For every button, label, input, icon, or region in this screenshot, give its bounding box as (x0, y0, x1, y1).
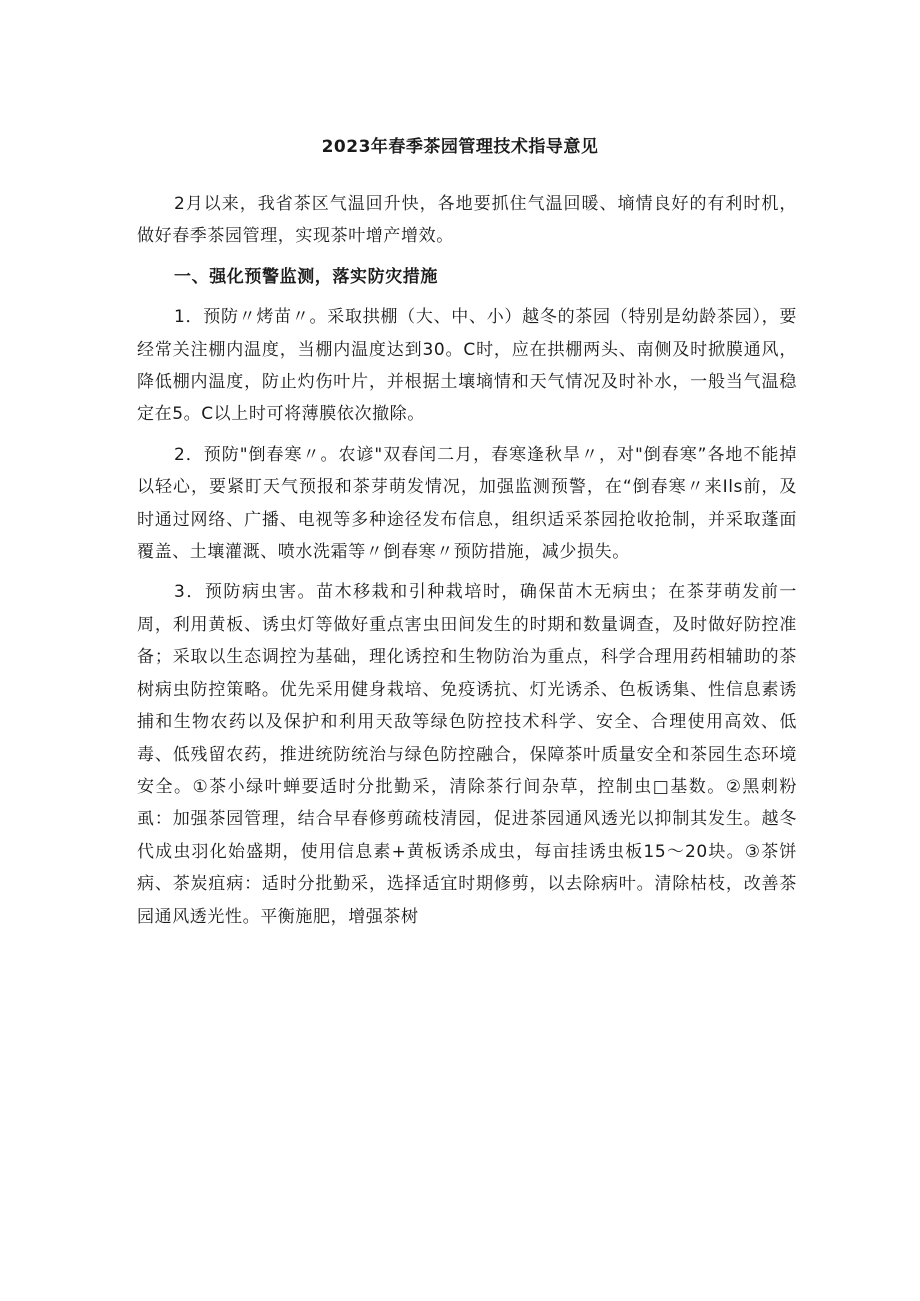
item-paragraph-1: 1．预防〃烤苗〃。采取拱棚（大、中、小）越冬的茶园（特别是幼龄茶园），要经常关注棚内温度，当棚内温度达到30。C时，应在拱棚两头、南侧及时掀膜通风，降低棚内温度，防止灼伤叶片，并根据土壤墒情和天气情况及时补水，一般当气温稳定在5。C以上时可将薄膜依次撤除。 (137, 307, 797, 425)
document-title: 2023年春季茶园管理技术指导意见 (321, 137, 599, 157)
section-heading: 一、强化预警监测，落实防灾措施 (174, 266, 438, 287)
intro-paragraph: 2月以来，我省茶区气温回升快，各地要抓住气温回暖、墒情良好的有利时机，做好春季茶园管理，实现茶叶增产增效。 (137, 194, 797, 247)
item-paragraph-3: 3．预防病虫害。苗木移栽和引种栽培时，确保苗木无病虫；在茶芽萌发前一周，利用黄板、诱虫灯等做好重点害虫田间发生的时期和数量调查，及时做好防控准备；采取以生态调控为基础，理化诱控和生物防治为重点，科学合理用药相辅助的茶树病虫防控策略。优先采用健身栽培、免疫诱抗、灯光诱杀、色板诱集、性信息素诱捕和生物农药以及保护和利用天敌等绿色防控技术科学、安全、合理使用高效、低毒、低残留农药，推进统防统治与绿色防控融合，保障茶叶质量安全和茶园生态环境安全。①茶小绿叶蝉要适时分批勤采，清除茶行间杂草，控制虫□基数。②黑刺粉虱：加强茶园管理，结合早春修剪疏枝清园，促进茶园通风透光以抑制其发生。越冬代成虫羽化始盛期，使用信息素+黄板诱杀成虫，每亩挂诱虫板15～20块。③茶饼病、茶炭疽病：适时分批勤采，选择适宜时期修剪，以去除病叶。清除枯枝，改善茶园通风透光性。平衡施肥，增强茶树 (137, 582, 798, 927)
document-body (137, 188, 797, 941)
item-paragraph-2: 2．预防"倒春寒〃。农谚"双春闰二月，春寒逢秋旱〃，对"倒春寒”各地不能掉以轻心，要紧盯天气预报和茶芽萌发情况，加强监测预警，在“倒春寒〃来Ils前，及时通过网络、广播、电视等多种途径发布信息，组织适采茶园抢收抢制，并采取蓬面覆盖、土壤灌溉、喷水洗霜等〃倒春寒〃预防措施，减少损失。 (137, 444, 797, 563)
